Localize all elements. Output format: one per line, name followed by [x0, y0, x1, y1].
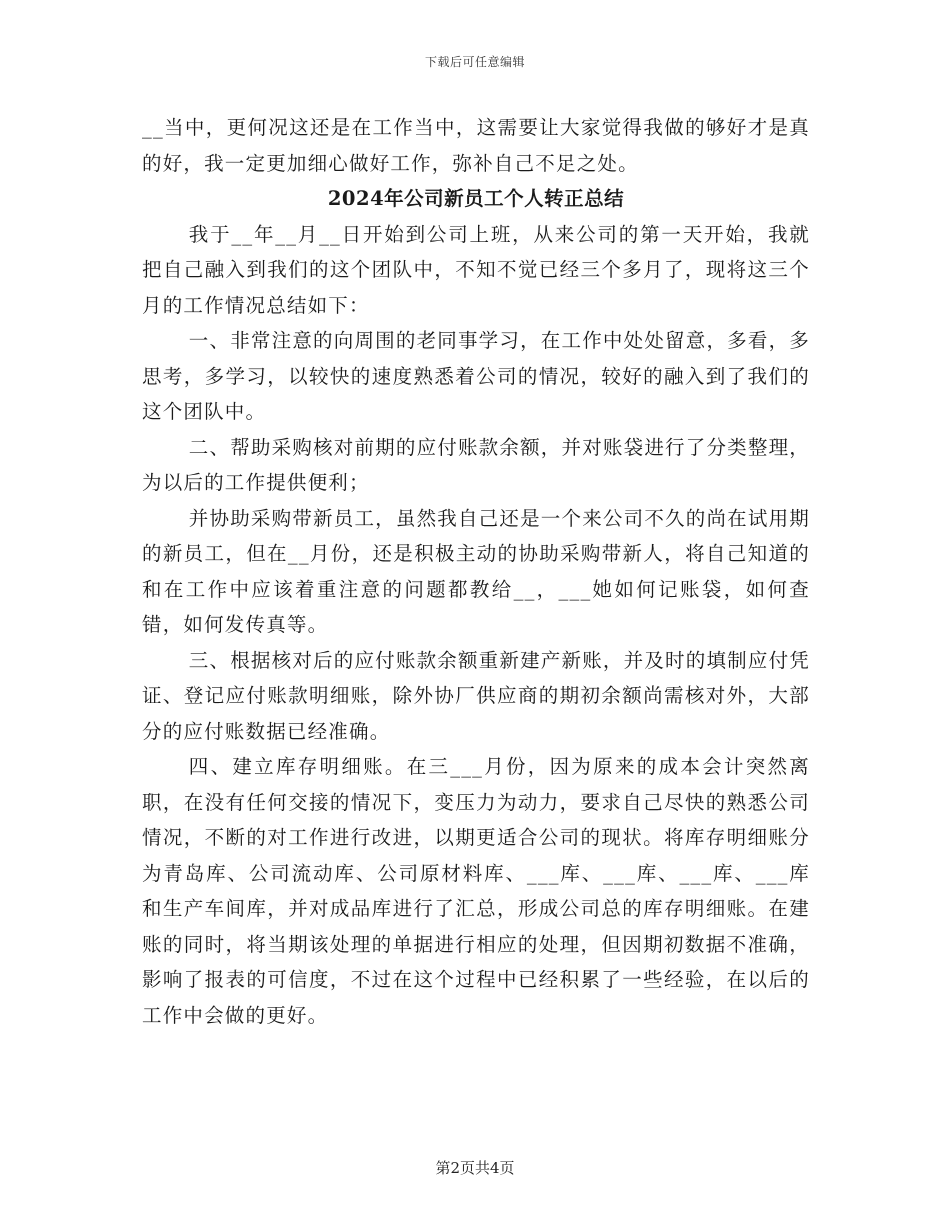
document-body: [142, 110, 810, 1033]
page-header: 下载后可任意编辑: [424, 55, 525, 69]
document-title: 2024年公司新员工个人转正总结: [327, 187, 625, 210]
paragraph-item-2: 二、帮助采购核对前期的应付账款余额，并对账袋进行了分类整理，为以后的工作提供便利；: [142, 435, 810, 494]
intro-paragraph: __当中，更何况这还是在工作当中，这需要让大家觉得我做的够好才是真的好，我一定更加细心做好工作，弥补自己不足之处。: [142, 116, 810, 175]
page-number: 第2页共4页: [435, 1159, 515, 1177]
paragraph-item-3: 三、根据核对后的应付账款余额重新建产新账，并及时的填制应付凭证、登记应付账款明细账，除外协厂供应商的期初余额尚需核对外，大部分的应付账数据已经准确。: [142, 648, 810, 743]
paragraph-item-4: 四、建立库存明细账。在三___月份，因为原来的成本会计突然离职，在没有任何交接的情况下，变压力为动力，要求自己尽快的熟悉公司情况，不断的对工作进行改进，以期更适合公司的现状。将库存明细账分为青岛库、公司流动库、公司原材料库、___库、___库、___库、___库和生产车间库，并对成品库进行了汇总，形成公司总的库存明细账。在建账的同时，将当期该处理的单据进行相应的处理，但因期初数据不准确，影响了报表的可信度，不过在这个过程中已经积累了一些经验，在以后的工作中会做的更好。: [142, 755, 810, 1027]
paragraph-item-1: 一、非常注意的向周围的老同事学习，在工作中处处留意，多看，多思考，多学习，以较快的速度熟悉着公司的情况，较好的融入到了我们的这个团队中。: [142, 329, 810, 423]
paragraph-opening: 我于__年__月__日开始到公司上班，从来公司的第一天开始，我就把自己融入到我们的这个团队中，不知不觉已经三个多月了，现将这三个月的工作情况总结如下：: [142, 222, 810, 317]
paragraph-item-2-continued: 并协助采购带新员工，虽然我自己还是一个来公司不久的尚在试用期的新员工，但在__月份，还是积极主动的协助采购带新人，将自己知道的和在工作中应该着重注意的问题都教给__，___她如何记账袋，如何查错，如何发传真等。: [142, 506, 810, 636]
